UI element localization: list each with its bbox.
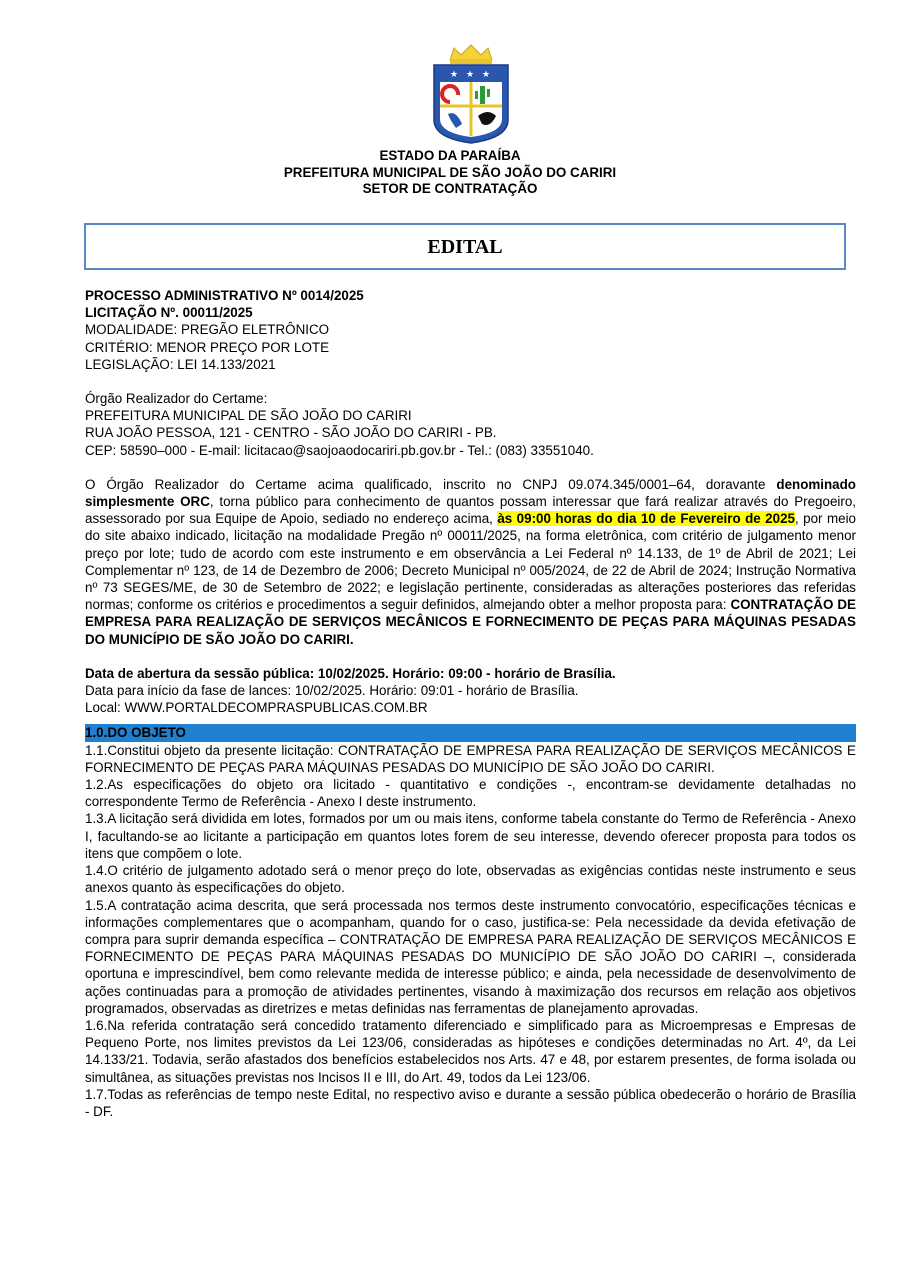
coat-of-arms-emblem xyxy=(428,44,514,144)
organ-name: PREFEITURA MUNICIPAL DE SÃO JOÃO DO CARIRI xyxy=(85,408,412,424)
bid-number: LICITAÇÃO Nº. 00011/2025 xyxy=(85,305,253,321)
clause-1-7: 1.7.Todas as referências de tempo neste Edital, no respectivo aviso e durante a sessão pública obedecerão o horário de Brasília - DF. xyxy=(85,1086,856,1119)
document-title: EDITAL xyxy=(427,236,503,258)
legislation: LEGISLAÇÃO: LEI 14.133/2021 xyxy=(85,356,276,372)
header-prefecture: PREFEITURA MUNICIPAL DE SÃO JOÃO DO CARIRI xyxy=(283,164,617,180)
clause-1-1: 1.1.Constitui objeto da presente licitação: CONTRATAÇÃO DE EMPRESA PARA REALIZAÇÃO DE SERVIÇOS MECÂNICOS E FORNECIMENTO DE PEÇAS PARA MÁQUINAS PESADAS DO MUNICÍPIO DE SÃO JOÃO DO CARIRI. xyxy=(85,742,856,775)
session-location: Local: WWW.PORTALDECOMPRASPUBLICAS.COM.BR xyxy=(85,700,428,716)
svg-text:★: ★ xyxy=(482,70,491,80)
clause-1-2: 1.2.As especificações do objeto ora licitado - quantitativo e condições -, encontram-se devidamente detalhadas no correspondente Termo de Referência - Anexo I deste instrumento. xyxy=(85,777,856,810)
organ-label: Órgão Realizador do Certame: xyxy=(85,391,268,407)
crown-icon xyxy=(450,45,492,64)
intro-text-3: , por meio do site abaixo indicado, licitação na modalidade Pregão nº 00011/2025, na forma eletrônica, com critério de julgamento menor preço por lote; tudo de acordo com este instrumento e em observância a Lei Federal nº 14.133, de 1º de Abril de 2021; Lei Complementar nº 123, de 14 de Dezembro de 2006; Decreto Municipal nº 005/2024, de 22 de Abril de 2024; Instrução Normativa nº 73 SEGES/ME, de 30 de Setembro de 2022; e legislação pertinente, consideradas as alterações posteriores das referidas normas; conforme os critérios e procedimentos a seguir definidos, almejando obter a melhor proposta para: xyxy=(85,511,856,613)
organ-info xyxy=(85,390,856,459)
intro-text-1: O Órgão Realizador do Certame acima qualificado, inscrito no CNPJ 09.074.345/0001–64, doravante xyxy=(85,476,777,492)
document-body xyxy=(85,287,856,1120)
header-sector: SETOR DE CONTRATAÇÃO xyxy=(362,181,538,196)
criterion: CRITÉRIO: MENOR PREÇO POR LOTE xyxy=(85,339,330,355)
document-header xyxy=(0,148,900,198)
process-info xyxy=(85,287,856,373)
process-number: PROCESSO ADMINISTRATIVO Nº 0014/2025 xyxy=(85,288,364,303)
section-heading: 1.0.DO OBJETO xyxy=(85,725,186,741)
opening-highlight: às 09:00 horas do dia 10 de Fevereiro de 2025 xyxy=(497,511,795,527)
bids-start: Data para início da fase de lances: 10/02/2025. Horário: 09:01 - horário de Brasília. xyxy=(85,683,579,699)
svg-text:★: ★ xyxy=(466,70,475,80)
intro-object-bold: CONTRATAÇÃO DE EMPRESA PARA REALIZAÇÃO DE SERVIÇOS MECÂNICOS E FORNECIMENTO DE PEÇAS PARA MÁQUINAS PESADAS DO MUNICÍPIO DE SÃO JOÃO DO CARIRI. xyxy=(85,597,856,647)
intro-bold-orc: denominado simplesmente ORC xyxy=(85,476,856,510)
intro-text-2: , torna público para conhecimento de quantos possam interessar que fará realizar através do Pregoeiro, assessorado por sua Equipe de Apoio, sediado no endereço acima, xyxy=(85,494,856,527)
clause-1-6: 1.6.Na referida contratação será concedido tratamento diferenciado e simplificado para as Microempresas e Empresas de Pequeno Porte, nos limites previstos da Lei 123/06, consideradas as hipóteses e condições determinadas no Art. 4º, da Lei 14.133/21. Todavia, serão afastados dos benefícios estabelecidos nos Arts. 47 e 48, por estarem presentes, de forma isolada ou simultânea, as situações previstas nos Incisos II e III, do Art. 49, todos da Lei 123/06. xyxy=(85,1017,856,1085)
session-opening: Data de abertura da sessão pública: 10/02/2025. Horário: 09:00 - horário de Brasília. xyxy=(85,665,616,681)
session-info xyxy=(85,665,856,717)
svg-text:★: ★ xyxy=(450,70,459,80)
section-heading-bar xyxy=(85,724,856,741)
organ-address: RUA JOÃO PESSOA, 121 - CENTRO - SÃO JOÃO DO CARIRI - PB. xyxy=(85,425,497,441)
clause-1-5: 1.5.A contratação acima descrita, que será processada nos termos deste instrumento convocatório, especificações técnicas e informações complementares que o acompanham, quando for o caso, justifica-se: Pela necessidade da devida efetivação de compra para suprir demanda específica – CONTRATAÇÃO DE EMPRESA PARA REALIZAÇÃO DE SERVIÇOS MECÂNICOS E FORNECIMENTO DE PEÇAS PARA MÁQUINAS PESADAS DO MUNICÍPIO DE SÃO JOÃO DO CARIRI –, considerada oportuna e imprescindível, bem como relevante medida de interesse público; e ainda, pela necessidade de desenvolvimento de ações continuadas para a promoção de atividades pertinentes, visando à maximização dos recursos em relação aos objetivos programados, observadas as diretrizes e metas definidas nas ferramentas de planejamento aprovadas. xyxy=(85,897,856,1016)
header-state: ESTADO DA PARAÍBA xyxy=(379,148,521,163)
title-box xyxy=(84,223,846,270)
modality: MODALIDADE: PREGÃO ELETRÔNICO xyxy=(85,322,330,338)
clause-1-4: 1.4.O critério de julgamento adotado será o menor preço do lote, observadas as exigências contidas neste instrumento e seus anexos quanto às especificações do objeto. xyxy=(85,863,856,896)
organ-contact: CEP: 58590–000 - E-mail: licitacao@saojoaodocariri.pb.gov.br - Tel.: (083) 33551040. xyxy=(85,442,594,458)
clause-1-3: 1.3.A licitação será dividida em lotes, formados por um ou mais itens, conforme tabela constante do Termo de Referência - Anexo I, facultando-se ao licitante a participação em quantos lotes forem de seu interesse, devendo oferecer proposta para todos os itens que compõem o lote. xyxy=(85,811,856,861)
intro-paragraph xyxy=(85,476,856,648)
